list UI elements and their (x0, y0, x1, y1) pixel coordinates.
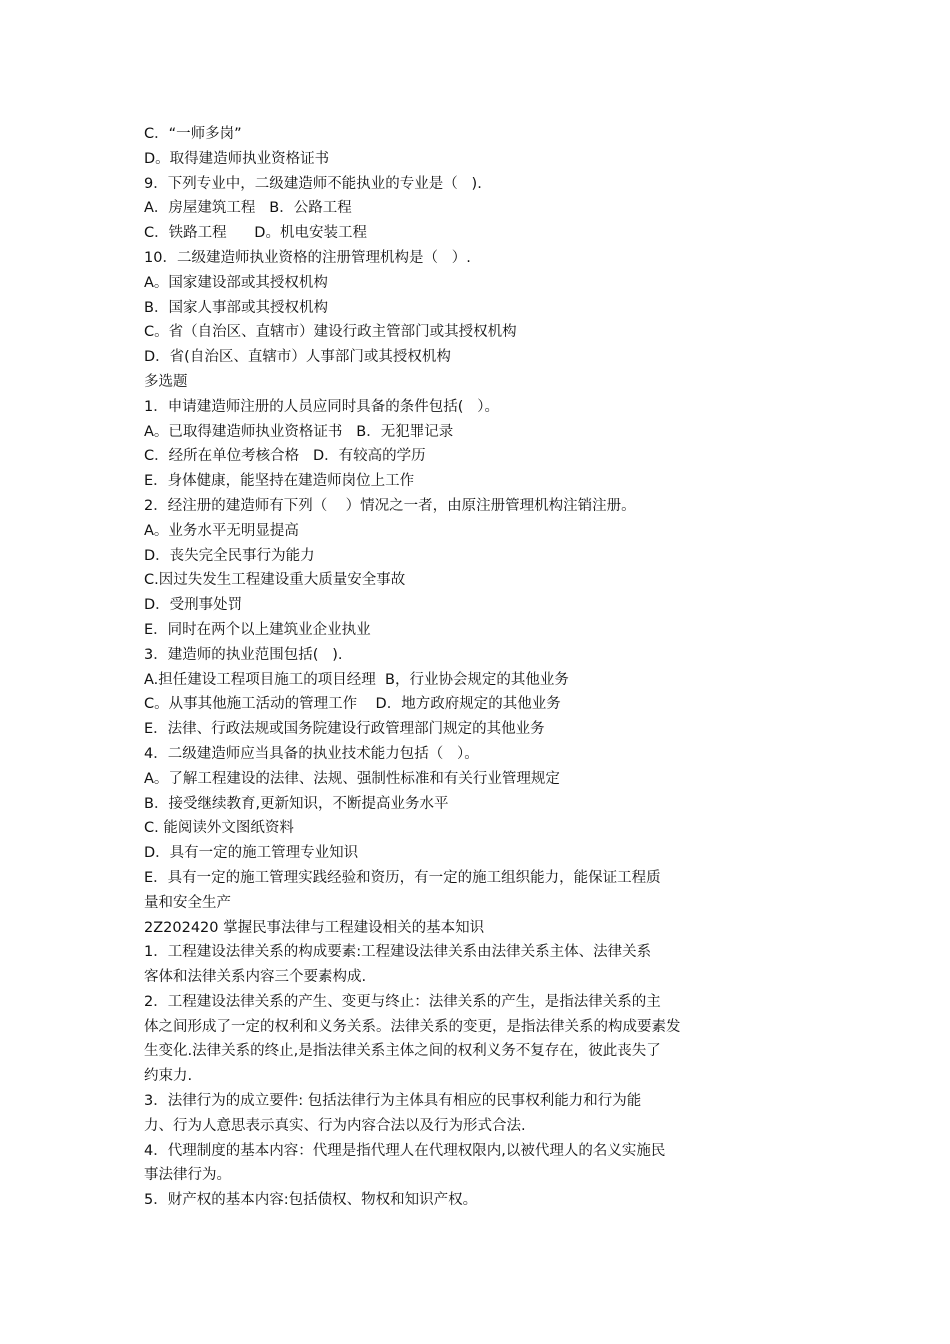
option-line: E．具有一定的施工管理实践经验和资历，有一定的施工组织能力，能保证工程质 (144, 869, 661, 886)
text-line: C．“一师多岗” (144, 126, 242, 142)
paragraph-line: 4．代理制度的基本内容：代理是指代理人在代理权限内,以被代理人的名义实施民 (144, 1142, 666, 1159)
option-line: D．具有一定的施工管理专业知识 (144, 845, 359, 862)
question-line: 4．二级建造师应当具备的执业技术能力包括（ ）。 (144, 745, 479, 762)
option-line: D．省(自治区、直辖市）人事部门或其授权机构 (144, 349, 451, 366)
option-line: A.担任建设工程项目施工的项目经理 B，行业协会规定的其他业务 (144, 671, 569, 688)
paragraph-line: 3．法律行为的成立要件: 包括法律行为主体具有相应的民事权利能力和行为能 (144, 1093, 642, 1110)
option-line: A。已取得建造师执业资格证书 B．无犯罪记录 (144, 423, 454, 440)
option-line: A。业务水平无明显提高 (144, 522, 299, 539)
option-line: C。从事其他施工活动的管理工作 D．地方政府规定的其他业务 (144, 696, 561, 713)
option-line: A。国家建设部或其授权机构 (144, 274, 328, 291)
option-line: 量和安全生产 (144, 894, 231, 911)
option-line: C．经所在单位考核合格 D．有较高的学历 (144, 448, 426, 465)
question-line: 3．建造师的执业范围包括( ). (144, 646, 343, 663)
option-line: B．国家人事部或其授权机构 (144, 299, 328, 316)
paragraph-line: 1．工程建设法律关系的构成要素:工程建设法律关系由法律关系主体、法律关系 (144, 944, 652, 961)
question-line: 1．申请建造师注册的人员应同时具备的条件包括( ）。 (144, 398, 499, 415)
paragraph-line: 体之间形成了一定的权利和义务关系。法律关系的变更，是指法律关系的构成要素发 (144, 1018, 681, 1035)
option-line: D．丧失完全民事行为能力 (144, 547, 315, 564)
option-line: B．接受继续教育,更新知识，不断提高业务水平 (144, 795, 449, 812)
option-line: C．铁路工程 D。机电安装工程 (144, 225, 367, 242)
document-page (144, 122, 784, 1213)
paragraph-line: 2．工程建设法律关系的产生、变更与终止：法律关系的产生，是指法律关系的主 (144, 993, 661, 1010)
text-line: D。取得建造师执业资格证书 (144, 150, 330, 167)
option-line: C. 能阅读外文图纸资料 (144, 820, 294, 837)
paragraph-line: 客体和法律关系内容三个要素构成. (144, 969, 367, 986)
question-line: 9．下列专业中，二级建造师不能执业的专业是（ ). (144, 175, 482, 192)
option-line: E．同时在两个以上建筑业企业执业 (144, 621, 371, 638)
option-line: C。省（自治区、直辖市）建设行政主管部门或其授权机构 (144, 324, 517, 341)
paragraph-line: 约束力. (144, 1068, 193, 1085)
question-line: 2．经注册的建造师有下列（ ）情况之一者，由原注册管理机构注销注册。 (144, 497, 636, 514)
option-line: C.因过失发生工程建设重大质量安全事故 (144, 572, 406, 589)
question-line: 10．二级建造师执业资格的注册管理机构是（ ）. (144, 249, 471, 266)
paragraph-line: 事法律行为。 (144, 1167, 231, 1184)
option-line: A．房屋建筑工程 B．公路工程 (144, 200, 352, 217)
section-heading: 2Z202420 掌握民事法律与工程建设相关的基本知识 (144, 919, 485, 936)
paragraph-line: 力、行为人意思表示真实、行为内容合法以及行为形式合法. (144, 1117, 526, 1134)
option-line: A。了解工程建设的法律、法规、强制性标准和有关行业管理规定 (144, 770, 560, 787)
section-heading: 多选题 (144, 373, 188, 390)
paragraph-line: 5．财产权的基本内容:包括债权、物权和知识产权。 (144, 1192, 478, 1209)
paragraph-line: 生变化.法律关系的终止,是指法律关系主体之间的权利义务不复存在，彼此丧失了 (144, 1043, 661, 1060)
option-line: D．受刑事处罚 (144, 597, 243, 614)
option-line: E．身体健康，能坚持在建造师岗位上工作 (144, 473, 415, 490)
option-line: E．法律、行政法规或国务院建设行政管理部门规定的其他业务 (144, 721, 545, 738)
